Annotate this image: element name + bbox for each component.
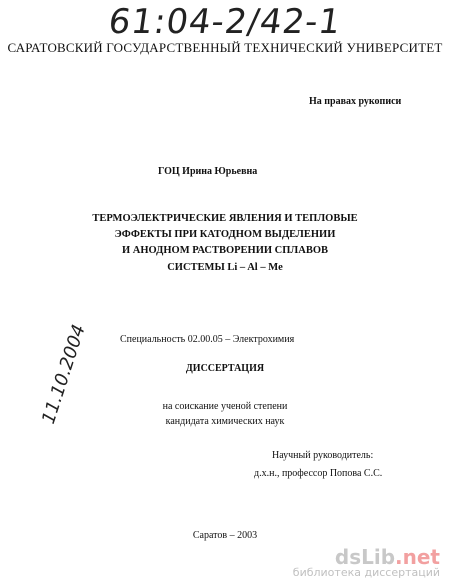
thesis-title-line-3: И АНОДНОМ РАСТВОРЕНИИ СПЛАВОВ	[121, 245, 329, 256]
degree-purpose-line-2: кандидата химических наук	[165, 416, 285, 427]
dslib-watermark	[293, 547, 440, 578]
supervisor-label: Научный руководитель:	[272, 450, 374, 461]
dslib-tagline: библиотека диссертаций	[292, 566, 440, 579]
dslib-logo-tld: .net	[395, 545, 440, 569]
supervisor-name: д.х.н., профессор Попова С.С.	[254, 468, 383, 479]
handwritten-date-note: 11.10.2004	[38, 321, 90, 427]
thesis-title-line-2: ЭФФЕКТЫ ПРИ КАТОДНОМ ВЫДЕЛЕНИИ	[114, 229, 336, 240]
city-and-year: Саратов – 2003	[192, 530, 258, 541]
thesis-title-line-4: СИСТЕМЫ Li – Al – Me	[167, 262, 283, 273]
manuscript-rights: На правах рукописи	[309, 96, 402, 107]
handwritten-catalog-number: 61:04-2/42-1	[105, 2, 345, 42]
dslib-logo-name: dsLib	[334, 545, 396, 569]
dslib-logo	[293, 547, 440, 567]
author-name: ГОЦ Ирина Юрьевна	[158, 166, 258, 177]
thesis-title-line-1: ТЕРМОЭЛЕКТРИЧЕСКИЕ ЯВЛЕНИЯ И ТЕПЛОВЫЕ	[92, 213, 358, 224]
document-type: ДИССЕРТАЦИЯ	[185, 363, 265, 374]
degree-purpose-line-1: на соискание ученой степени	[162, 401, 288, 412]
specialty: Специальность 02.00.05 – Электрохимия	[120, 334, 295, 345]
university-name: САРАТОВСКИЙ ГОСУДАРСТВЕННЫЙ ТЕХНИЧЕСКИЙ УНИВЕРСИТЕТ	[7, 40, 443, 55]
